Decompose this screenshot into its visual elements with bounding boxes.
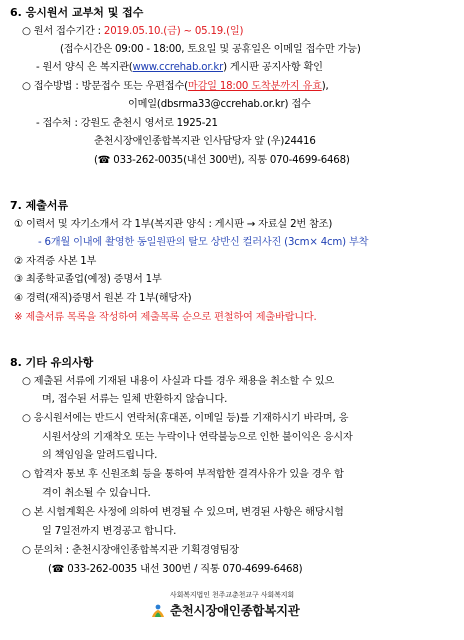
footer-logo (150, 601, 320, 623)
section-6-heading: 6. 응시원서 교부처 및 접수 (10, 6, 144, 19)
s6-line-8: (☎ 033-262-0035(내선 300번), 직통 070-4699-6468) (94, 155, 350, 166)
s6-line-1 (22, 25, 243, 39)
label: ) 게시판 공지사항 확인 (223, 62, 323, 73)
org-name: 춘천시장애인종합복지관 (170, 603, 300, 618)
label: ), (321, 81, 329, 92)
s6-line-7: 춘천시장애인종합복지관 인사담당자 앞 (우)24416 (94, 136, 316, 147)
org-logo-icon (150, 603, 166, 619)
s8-line-3: ○ 응시원서에는 반드시 연락처(휴대폰, 이메일 등)를 기재하시기 바라며, 응 (22, 413, 349, 424)
section-7-heading: 7. 제출서류 (10, 199, 69, 212)
s8-line-5: 의 책임임을 알려드립니다. (42, 450, 158, 461)
s7-line-1: ① 이력서 및 자기소개서 각 1부(복지관 양식 : 게시판 → 자료실 2번 참조) (14, 219, 333, 230)
s6-line-5: 이메일(dbsrma33@ccrehab.or.kr) 접수 (128, 99, 311, 110)
section-8-heading: 8. 기타 유의사항 (10, 356, 94, 369)
s6-line-3 (36, 61, 323, 75)
s8-line-2: 며, 접수된 서류는 일체 반환하지 않습니다. (42, 394, 228, 405)
s6-line-2: (접수시간은 09:00 - 18:00, 토요일 및 공휴일은 이메일 접수만 가능) (60, 44, 361, 55)
s8-line-11: (☎ 033-262-0035 내선 300번 / 직통 070-4699-6468) (48, 564, 303, 575)
s8-line-1: ○ 제출된 서류에 기재된 내용이 사실과 다를 경우 채용을 취소할 수 있으 (22, 376, 335, 387)
s8-line-7: 격이 취소될 수 있습니다. (42, 488, 151, 499)
s6-line-4 (22, 80, 329, 94)
application-period: 2019.05.10.(금) ~ 05.19.(일) (103, 26, 244, 37)
s8-line-9: 일 7일전까지 변경공고 합니다. (42, 526, 177, 537)
s7-line-3: ② 자격증 사본 1부 (14, 256, 97, 267)
s8-line-6: ○ 합격자 통보 후 신원조회 등을 통하여 부적합한 결격사유가 있을 경우 합 (22, 469, 344, 480)
label: - 원서 양식 은 복지관( (36, 62, 133, 73)
s7-line-2: - 6개월 이내에 촬영한 동일원판의 탈모 상반신 컬러사진 (3cm× 4cm) 부착 (38, 237, 369, 248)
s8-line-4: 시원서상의 기재착오 또는 누락이나 연락불능으로 인한 불이익은 응시자 (42, 432, 353, 443)
s8-line-8: ○ 본 시험계획은 사정에 의하여 변경될 수 있으며, 변경된 사항은 해당시험 (22, 507, 344, 518)
label: ○ 원서 접수기간 : (22, 26, 104, 37)
s7-line-4: ③ 최종학교졸업(예정) 증명서 1부 (14, 274, 162, 285)
s6-line-6: - 접수처 : 강원도 춘천시 영서로 1925-21 (36, 118, 218, 129)
deadline-note: 마감일 18:00 도착분까지 유효 (187, 81, 322, 92)
label: ○ 접수방법 : 방문접수 또는 우편접수( (22, 81, 188, 92)
website-link[interactable]: www.ccrehab.or.kr (132, 62, 224, 73)
footer-subtitle: 사회복지법인 천주교춘천교구 사회복지회 (169, 591, 295, 599)
s7-line-5: ④ 경력(재직)증명서 원본 각 1부(해당자) (14, 293, 192, 304)
s8-line-10: ○ 문의처 : 춘천시장애인종합복지관 기획경영팀장 (22, 545, 239, 556)
s7-line-6: ※ 제출서류 목록을 작성하여 제출목록 순으로 편철하여 제출바랍니다. (14, 312, 317, 323)
